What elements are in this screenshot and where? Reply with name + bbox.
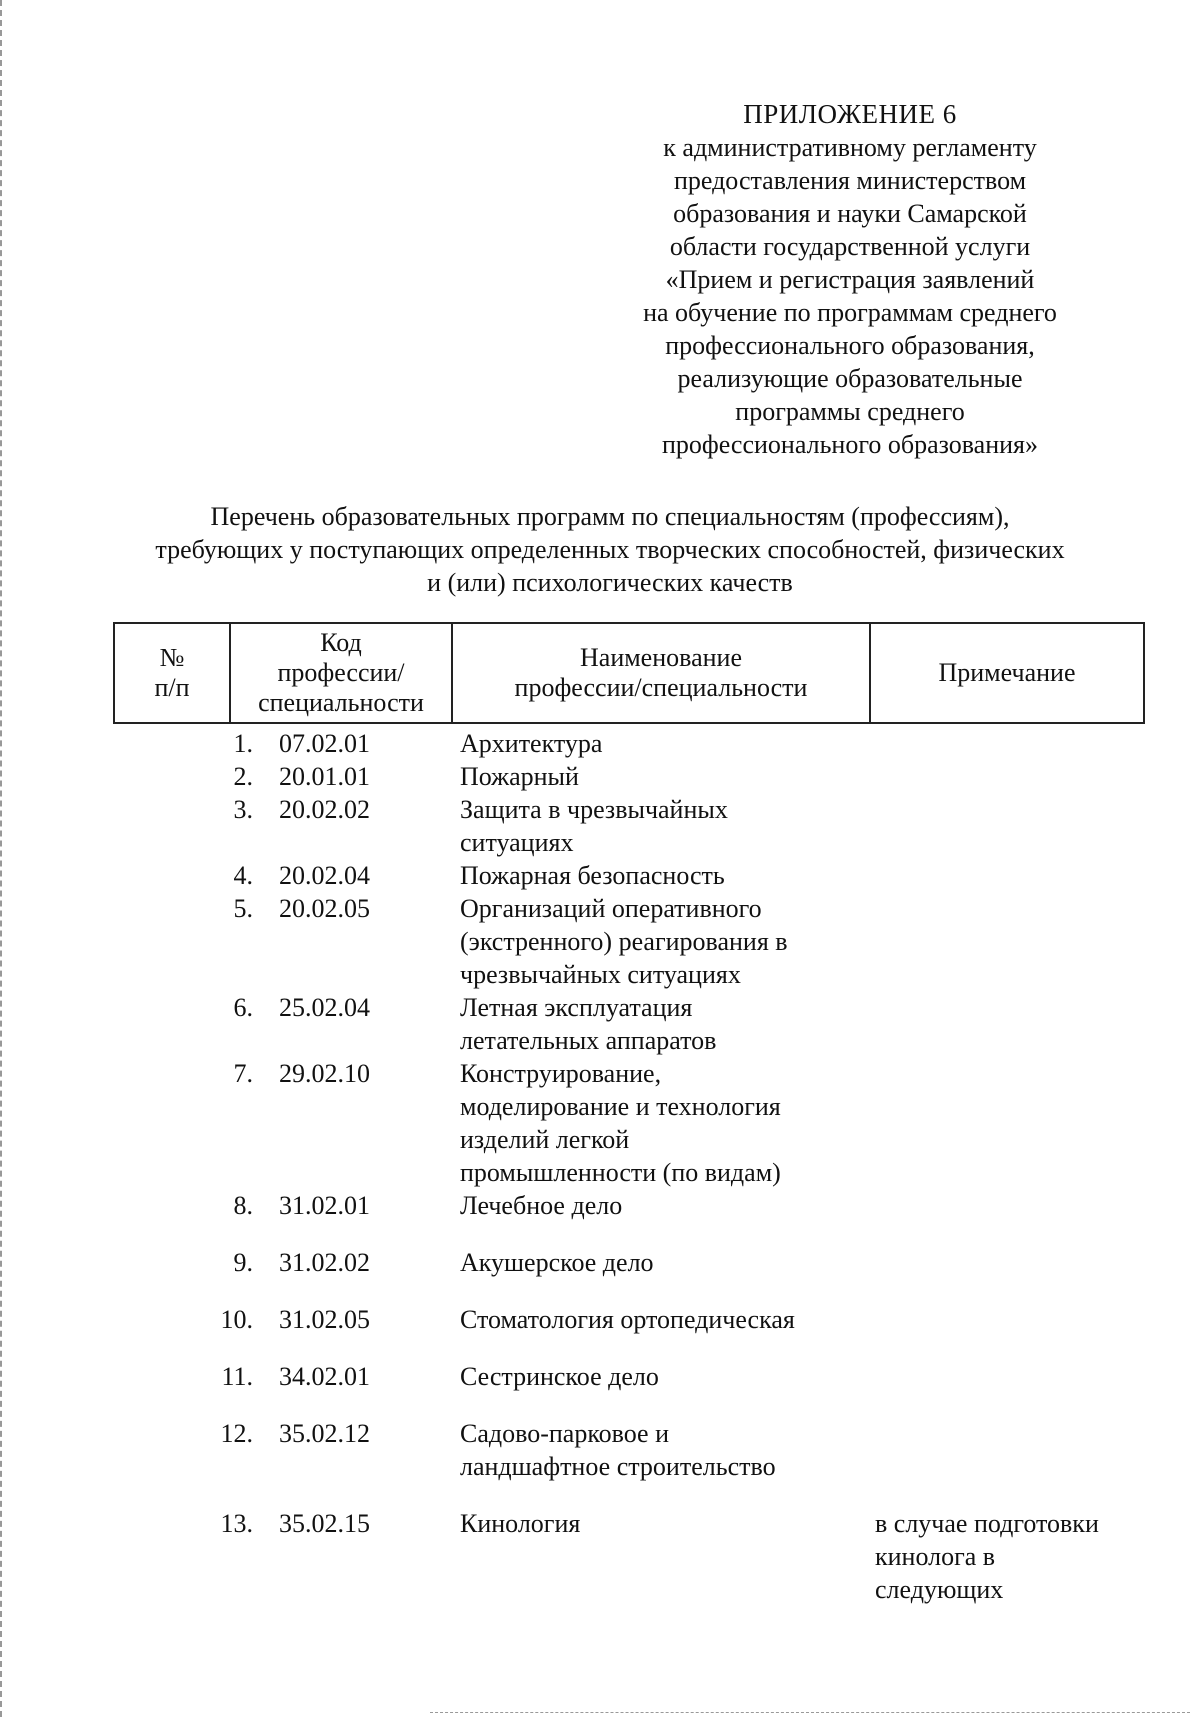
row-code: 20.02.02 bbox=[279, 795, 370, 824]
row-code: 25.02.04 bbox=[279, 993, 370, 1022]
row-code: 35.02.15 bbox=[279, 1509, 370, 1538]
row-name-line: летательных аппаратов bbox=[460, 1026, 717, 1055]
row-name-line: Стоматология ортопедическая bbox=[460, 1305, 795, 1334]
row-note-line: в случае подготовки bbox=[875, 1509, 1099, 1538]
row-code: 07.02.01 bbox=[279, 729, 370, 758]
row-name-line: чрезвычайных ситуациях bbox=[460, 960, 741, 989]
row-name-line: Организаций оперативного bbox=[460, 894, 762, 923]
appendix-line: к административному регламенту bbox=[663, 133, 1037, 162]
row-name-line: промышленности (по видам) bbox=[460, 1158, 781, 1187]
row-name-line: изделий легкой bbox=[460, 1125, 630, 1154]
row-note bbox=[875, 1507, 1200, 1606]
row-code: 31.02.05 bbox=[279, 1305, 370, 1334]
row-code: 20.02.04 bbox=[279, 861, 370, 890]
header-note: Примечание bbox=[870, 623, 1144, 723]
row-name-line: Конструирование, bbox=[460, 1059, 662, 1088]
appendix-line: предоставления министерством bbox=[673, 166, 1027, 195]
list-title-line: и (или) психологических качеств bbox=[427, 568, 793, 597]
row-number: 1. bbox=[233, 729, 253, 758]
row-name-line: ландшафтное строительство bbox=[460, 1452, 776, 1481]
row-name bbox=[460, 760, 880, 793]
row-number: 5. bbox=[233, 894, 253, 923]
row-name bbox=[460, 892, 880, 991]
appendix-line: образования и науки Самарской bbox=[673, 199, 1027, 228]
row-name-line: Лечебное дело bbox=[460, 1191, 623, 1220]
page-left-edge bbox=[0, 0, 4, 1717]
row-name bbox=[460, 1360, 880, 1393]
row-name-line: Пожарная безопасность bbox=[460, 861, 725, 890]
page-bottom-edge bbox=[430, 1712, 1190, 1713]
list-title-line: Перечень образовательных программ по специальностям (профессиям), bbox=[210, 502, 1010, 531]
appendix-line: профессионального образования, bbox=[665, 331, 1035, 360]
row-name-line: Пожарный bbox=[460, 762, 579, 791]
row-name-line: Садово-парковое и bbox=[460, 1419, 670, 1448]
row-number: 4. bbox=[233, 861, 253, 890]
row-code: 29.02.10 bbox=[279, 1059, 370, 1088]
row-number: 8. bbox=[233, 1191, 253, 1220]
row-name-line: моделирование и технология bbox=[460, 1092, 781, 1121]
appendix-line: на обучение по программам среднего bbox=[643, 298, 1057, 327]
row-code: 31.02.02 bbox=[279, 1248, 370, 1277]
row-name-line: Архитектура bbox=[460, 729, 603, 758]
row-name bbox=[460, 859, 880, 892]
row-name bbox=[460, 1057, 880, 1189]
appendix-line: «Прием и регистрация заявлений bbox=[665, 265, 1035, 294]
row-name-line: ситуациях bbox=[460, 828, 574, 857]
row-number: 3. bbox=[233, 795, 253, 824]
row-code: 35.02.12 bbox=[279, 1419, 370, 1448]
row-code: 20.02.05 bbox=[279, 894, 370, 923]
appendix-heading bbox=[560, 98, 1140, 461]
row-name bbox=[460, 1417, 880, 1483]
row-name bbox=[460, 793, 880, 859]
row-number: 11. bbox=[221, 1362, 253, 1391]
appendix-title: ПРИЛОЖЕНИЕ 6 bbox=[743, 99, 957, 129]
row-name bbox=[460, 1303, 880, 1336]
header-num: № п/п bbox=[114, 623, 230, 723]
row-name bbox=[460, 1246, 880, 1279]
row-number: 10. bbox=[220, 1305, 253, 1334]
row-note-line: кинолога в bbox=[875, 1542, 996, 1571]
row-number: 9. bbox=[233, 1248, 253, 1277]
row-name-line: Защита в чрезвычайных bbox=[460, 795, 728, 824]
table-header bbox=[113, 622, 1145, 724]
row-name-line: Летная эксплуатация bbox=[460, 993, 693, 1022]
row-number: 7. bbox=[233, 1059, 253, 1088]
row-name-line: (экстренного) реагирования в bbox=[460, 927, 788, 956]
appendix-line: профессионального образования» bbox=[661, 430, 1039, 459]
row-code: 34.02.01 bbox=[279, 1362, 370, 1391]
row-number: 13. bbox=[220, 1509, 253, 1538]
row-name-line: Кинология bbox=[460, 1509, 581, 1538]
row-name-line: Сестринское дело bbox=[460, 1362, 659, 1391]
row-name-line: Акушерское дело bbox=[460, 1248, 654, 1277]
row-name bbox=[460, 1189, 880, 1222]
row-code: 31.02.01 bbox=[279, 1191, 370, 1220]
row-note-line: следующих bbox=[875, 1575, 1004, 1604]
row-number: 12. bbox=[220, 1419, 253, 1448]
row-number: 2. bbox=[233, 762, 253, 791]
row-code: 20.01.01 bbox=[279, 762, 370, 791]
appendix-line: области государственной услуги bbox=[669, 232, 1031, 261]
list-title-line: требующих у поступающих определенных творческих способностей, физических bbox=[155, 535, 1065, 564]
list-title bbox=[100, 500, 1120, 599]
row-name bbox=[460, 991, 880, 1057]
appendix-line: программы среднего bbox=[735, 397, 965, 426]
appendix-line: реализующие образовательные bbox=[677, 364, 1023, 393]
header-name: Наименование профессии/специальности bbox=[452, 623, 870, 723]
row-number: 6. bbox=[233, 993, 253, 1022]
row-name bbox=[460, 727, 880, 760]
row-name bbox=[460, 1507, 880, 1540]
header-code: Код профессии/ специальности bbox=[230, 623, 452, 723]
